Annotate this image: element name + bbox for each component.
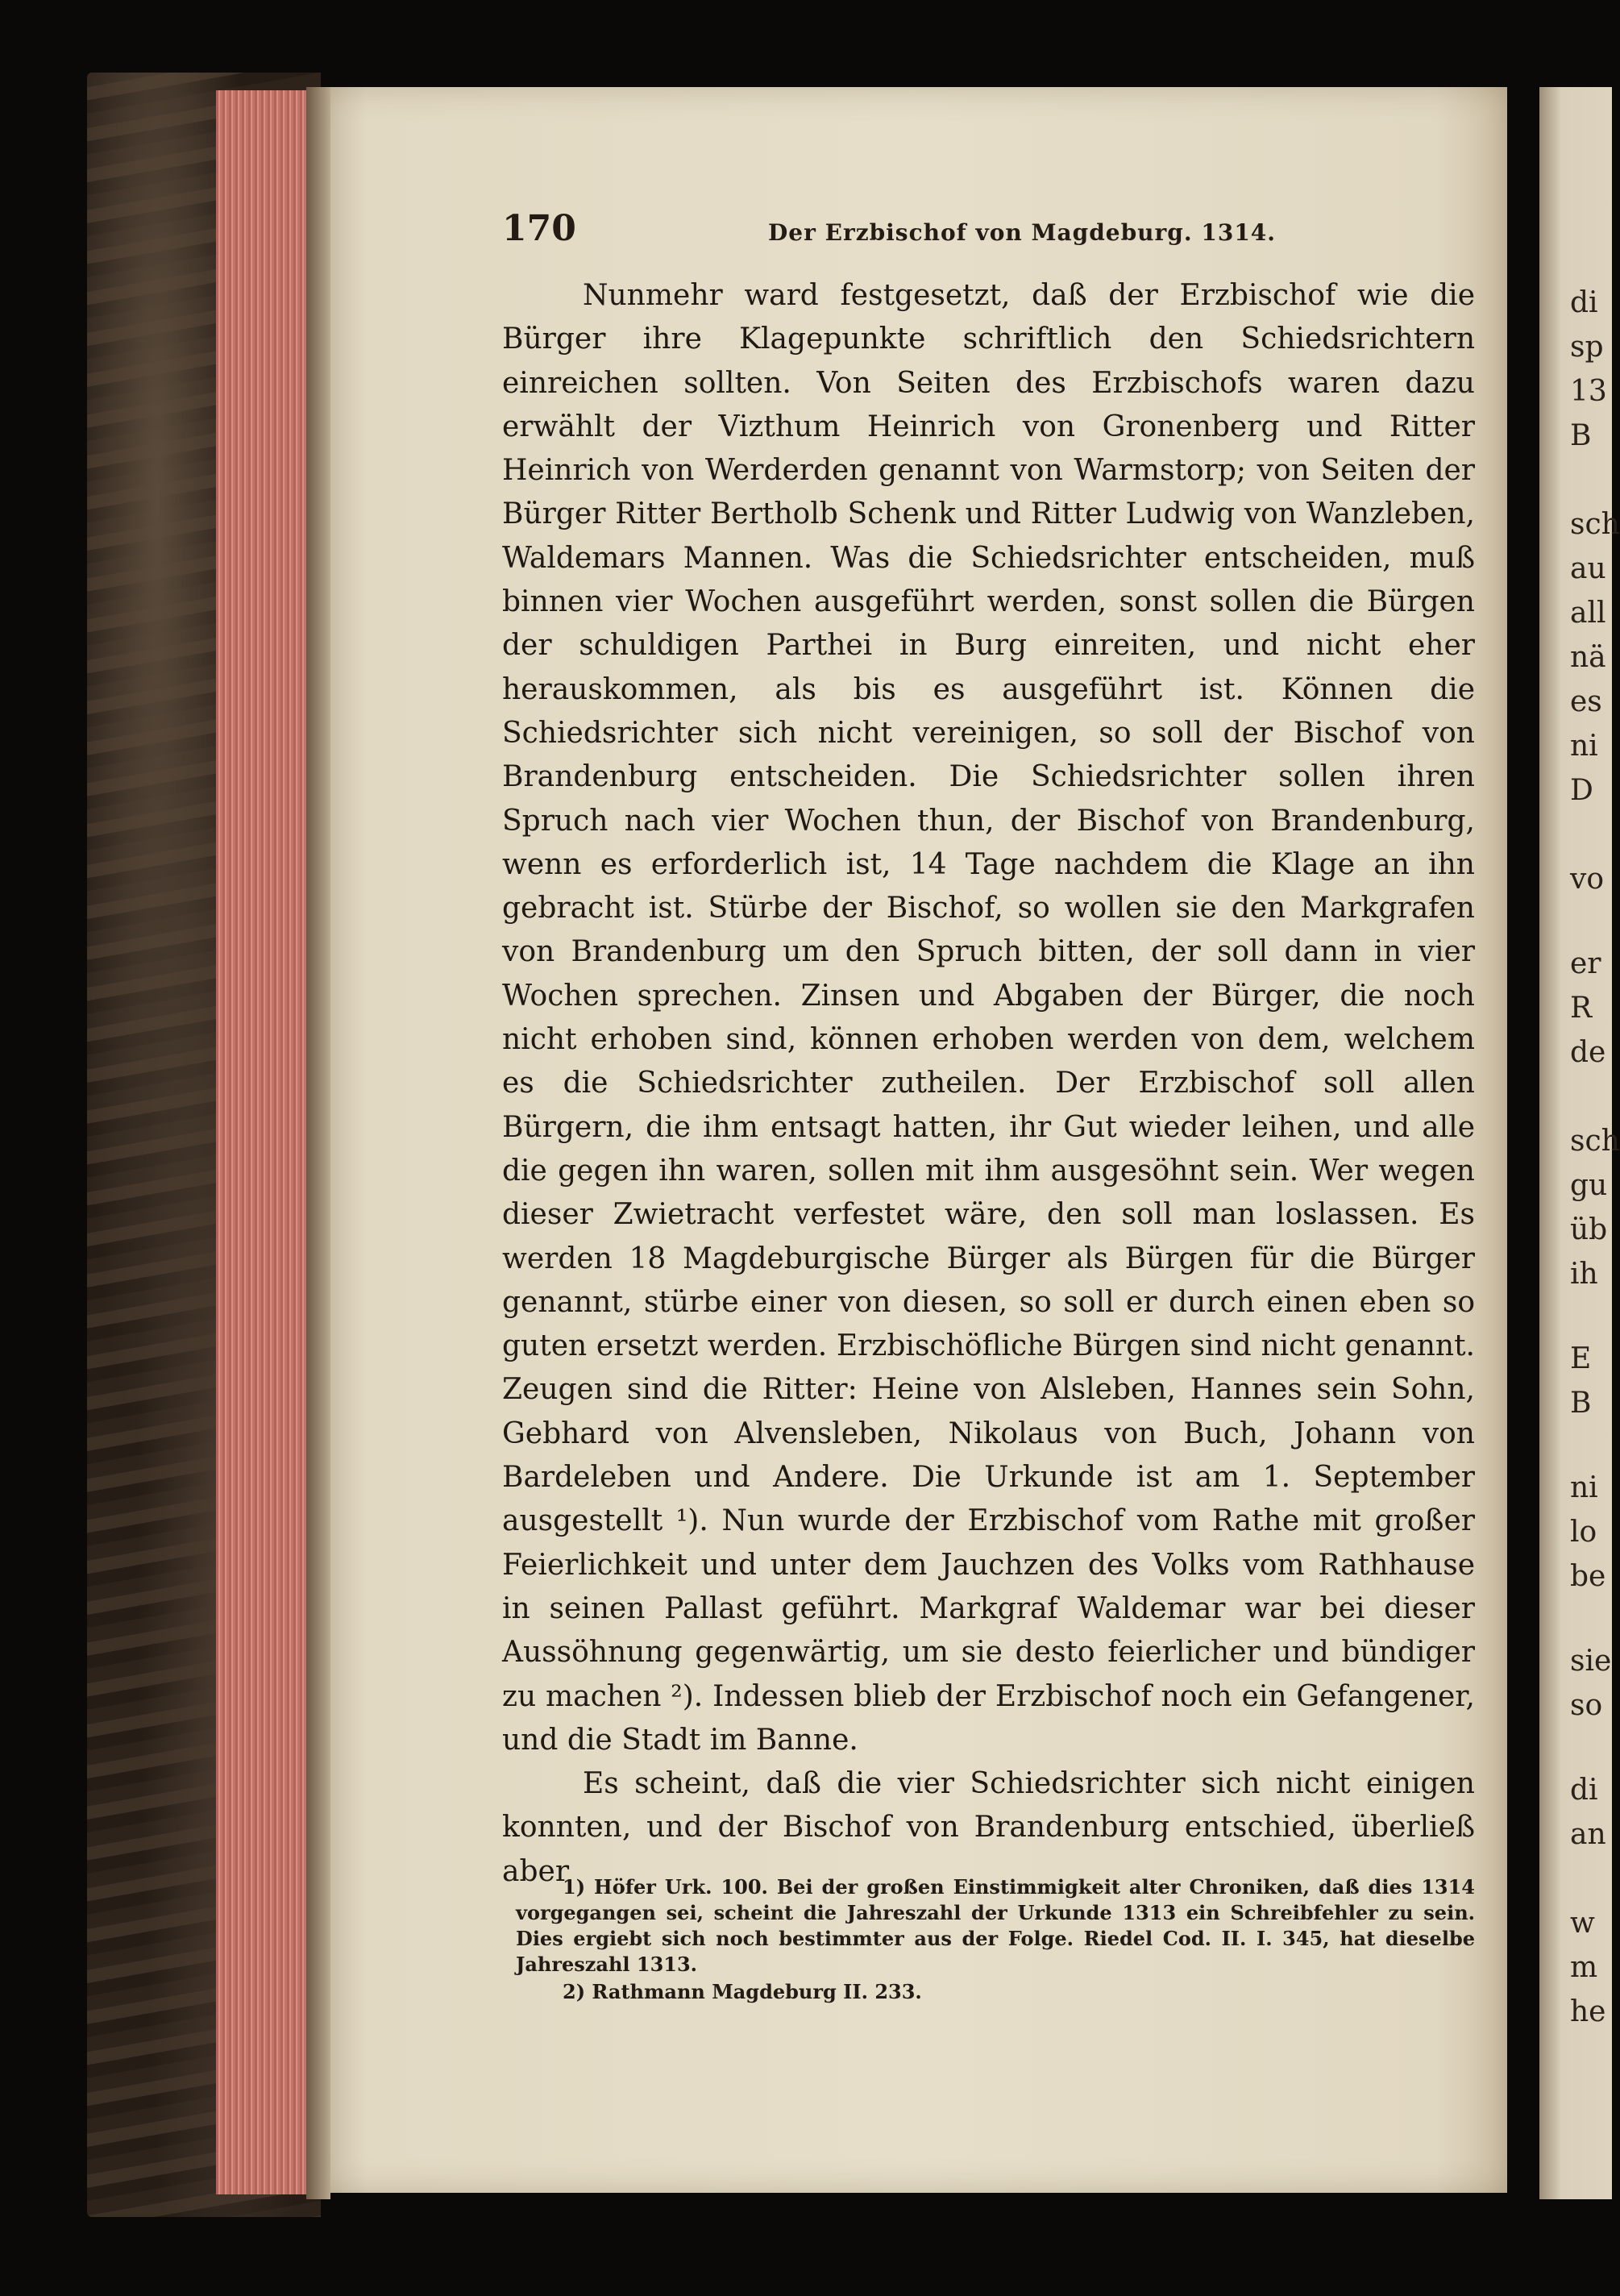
next-page-fragment: be	[1570, 1560, 1606, 1593]
next-page-fragment: vo	[1570, 863, 1605, 896]
next-page-fragment: es	[1570, 685, 1602, 718]
next-page-fragment: di	[1570, 1774, 1598, 1807]
next-page-fragment: sch	[1570, 1125, 1620, 1158]
page-edges	[216, 90, 314, 2194]
running-title: Der Erzbischof von Magdeburg. 1314.	[768, 219, 1277, 246]
next-page-fragment: er	[1570, 947, 1601, 980]
next-page-fragment: D	[1570, 774, 1593, 807]
next-page-fragment: ni	[1570, 1471, 1598, 1504]
paragraph-2: Es scheint, daß die vier Schiedsrichter sich nicht einigen konnten, und der Bischof von Brandenburg entschied, überließ aber	[502, 1767, 1475, 1888]
next-page-fragment: di	[1570, 286, 1598, 319]
footnotes	[516, 1874, 1475, 2005]
footnote-2: 2) Rathmann Magdeburg II. 233.	[563, 1980, 922, 2003]
next-page-fragment: sp	[1570, 331, 1604, 364]
next-page-fragment: lo	[1570, 1516, 1597, 1549]
page-header	[502, 208, 1477, 256]
next-page-fragment: gu	[1570, 1169, 1608, 1202]
next-page-fragment: ih	[1570, 1258, 1598, 1291]
next-page-fragment: w	[1570, 1907, 1595, 1940]
next-page-fragment: de	[1570, 1036, 1606, 1069]
paragraph-1: Nunmehr ward festgesetzt, daß der Erzbischof wie die Bürger ihre Klagepunkte schriftlich den Schiedsrichtern einreichen sollten. Von Seiten des Erzbischofs waren dazu erwählt der Vizthum Heinrich von Gronenberg und Ritter Heinrich von Werderden genannt von Warmstorp; von Seiten der Bürger Ritter Bertholb Schenk und Ritter Ludwig von Wanzleben, Waldemars Mannen. Was die Schiedsrichter entscheiden, muß binnen vier Wochen ausgeführt werden, sonst sollen die Bürgen der schuldigen Parthei in Burg einreiten, und nicht eher herauskommen, als bis es ausgeführt ist. Können die Schiedsrichter sich nicht vereinigen, so soll der Bischof von Brandenburg entscheiden. Die Schiedsrichter sollen ihren Spruch nach vier Wochen thun, der Bischof von Brandenburg, wenn es erforderlich ist, 14 Tage nachdem die Klage an ihn gebracht ist. Stürbe der Bischof, so wollen sie den Markgrafen von Brandenburg um den Spruch bitten, der soll dann in vier Wochen sprechen. Zinsen und Abgaben der Bürger, die noch nicht erhoben sind, können erhoben werden von dem, welchem es die Schiedsrichter zutheilen. Der Erzbischof soll allen Bürgern, die ihm entsagt hatten, ihr Gut wieder leihen, und alle die gegen ihn waren, sollen mit ihm ausgesöhnt sein. Wer wegen dieser Zwietracht verfestet wäre, den soll man loslassen. Es werden 18 Magdeburgische Bürger als Bürgen für die Bürger genannt, stürbe einer von diesen, so soll er durch einen eben so guten ersetzt werden. Erzbischöfliche Bürgen sind nicht genannt. Zeugen sind die Ritter: Heine von Alsleben, Hannes sein Sohn, Gebhard von Alvensleben, Nikolaus von Buch, Johann von Bardeleben und Andere. Die Urkunde ist am 1. September ausgestellt ¹). Nun wurde der Erzbischof vom Rathe mit großer Feierlichkeit und unter dem Jauchzen des Volks vom Rathhause in seinen Pallast geführt. Markgraf Waldemar war bei dieser Aussöhnung gegenwärtig, um sie desto feierlicher und bündiger zu machen ²). Indessen blieb der Erzbischof noch ein Gefangener, und die Stadt im Banne.	[502, 279, 1475, 1757]
body-text	[502, 274, 1475, 1894]
next-page-fragment: B	[1570, 419, 1592, 452]
next-page-fragment: B	[1570, 1387, 1592, 1420]
next-page-fragment: E	[1570, 1342, 1592, 1375]
next-page-fragment: sie	[1570, 1645, 1612, 1678]
next-page-fragment: so	[1570, 1689, 1603, 1722]
next-page-fragment: an	[1570, 1818, 1606, 1851]
next-page-fragment: ni	[1570, 730, 1598, 763]
next-page-fragment: all	[1570, 597, 1606, 630]
next-page-fragment: m	[1570, 1951, 1598, 1984]
page-gutter	[306, 87, 330, 2199]
page-number: 170	[502, 208, 576, 249]
footnote-1: 1) Höfer Urk. 100. Bei der großen Einstimmigkeit alter Chroniken, daß dies 1314 vorgegangen sei, scheint die Jahreszahl der Urkunde 1313 ein Schreibfehler zu sein. Dies ergiebt sich noch bestimmter aus der Folge. Riedel Cod. II. I. 345, hat dieselbe Jahreszahl 1313.	[516, 1875, 1475, 1976]
next-page-fragment: he	[1570, 1995, 1606, 2028]
next-page-fragment: üb	[1570, 1213, 1608, 1246]
next-page-fragment: 13	[1570, 375, 1607, 408]
next-page-fragment: au	[1570, 552, 1606, 585]
next-page-fragment: nä	[1570, 641, 1606, 674]
next-page-fragment: R	[1570, 992, 1593, 1025]
next-page-fragment: sch	[1570, 508, 1620, 541]
